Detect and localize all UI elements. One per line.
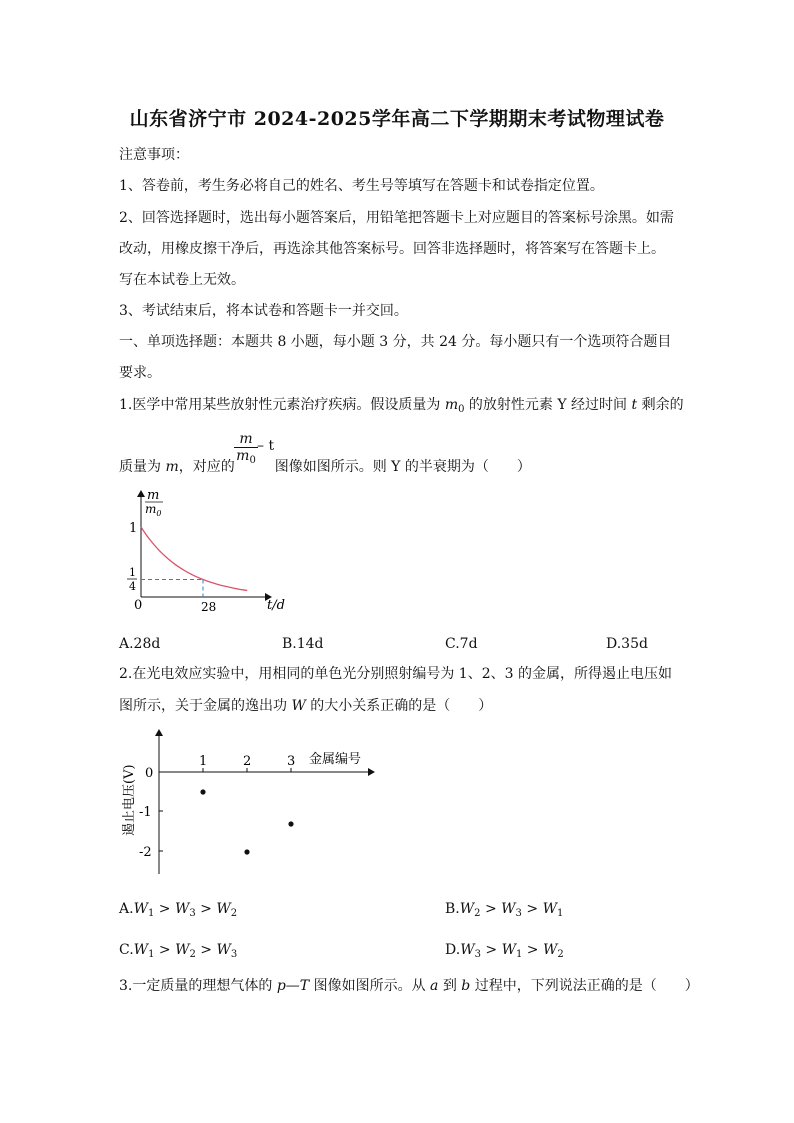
notice-item-1: 1、答卷前，考生务必将自己的姓名、考生号等填写在答题卡和试卷指定位置。 bbox=[119, 178, 604, 194]
q2-x-tick-2: 2 bbox=[243, 754, 252, 769]
notice-item-2-line-1: 2、回答选择题时，选出每小题答案后，用铅笔把答题卡上对应题目的答案标号涂黑。如需 bbox=[119, 210, 674, 226]
q2-y-tick-0: 0 bbox=[145, 766, 154, 781]
page-title: 山东省济宁市 2024-2025学年高二下学期期末考试物理试卷 bbox=[129, 108, 665, 130]
q1-stem-line-1: 1.医学中常用某些放射性元素治疗疾病。假设质量为 $m_0$ 的放射性元素 Y 经过时间 t 剩余的 bbox=[119, 397, 684, 415]
q1-stem-line-2: 质量为 m，对应的 图像如图所示。则 Y 的半衰期为（ ） bbox=[119, 459, 531, 475]
section-heading-line-2: 要求。 bbox=[119, 365, 161, 381]
notice-item-2-line-3: 写在本试卷上无效。 bbox=[119, 272, 245, 288]
q1-y-tick-quarter-den: 4 bbox=[129, 580, 136, 593]
q1-x-tick-0: 0 bbox=[134, 598, 143, 613]
q2-x-tick-3: 3 bbox=[287, 754, 296, 769]
q1-x-label: t/d bbox=[267, 598, 285, 613]
q2-point-metal-3 bbox=[288, 821, 293, 826]
q2-points bbox=[200, 789, 293, 854]
q2-x-tick-1: 1 bbox=[199, 754, 208, 769]
q1-x-tick-28: 28 bbox=[201, 600, 217, 614]
q2-stem-line-1: 2.在光电效应实验中，用相同的单色光分别照射编号为 1、2、3 的金属，所得遏止电压如 bbox=[119, 666, 672, 682]
q1-option-b[interactable]: B.14d bbox=[282, 636, 324, 652]
q2-x-label: 金属编号 bbox=[309, 752, 362, 767]
q2-option-c[interactable]: $C.W_1 > W_2 > W_3$ bbox=[119, 942, 238, 960]
q1-option-c[interactable]: C.7d bbox=[445, 636, 478, 652]
q2-y-tick-neg2: -2 bbox=[139, 845, 152, 860]
q1-decay-curve bbox=[141, 527, 247, 591]
notice-heading: 注意事项： bbox=[119, 147, 189, 163]
q3-stem-line-1: 3.一定质量的理想气体的 p—T 图像如图所示。从 a 到 b 过程中，下列说法正确的是（ ） bbox=[119, 978, 699, 994]
q2-point-metal-1 bbox=[200, 789, 205, 794]
q2-option-a[interactable]: $A.W_1 > W_3 > W_2$ bbox=[119, 901, 238, 919]
q1-y-label-denominator: $m_0$ bbox=[145, 502, 162, 518]
q1-option-d[interactable]: D.35d bbox=[606, 636, 648, 652]
q2-y-tick-neg1: -1 bbox=[139, 805, 152, 820]
notice-item-2-line-2: 改动，用橡皮擦干净后，再选涂其他答案标号。回答非选择题时，将答案写在答题卡上。 bbox=[119, 241, 665, 257]
q1-y-tick-1: 1 bbox=[129, 521, 138, 536]
q2-stem-line-2: 图所示，关于金属的逸出功 W 的大小关系正确的是（ ） bbox=[119, 698, 493, 714]
q1-fraction-tail: – t bbox=[257, 438, 275, 454]
notice-item-3: 3、考试结束后，将本试卷和答题卡一并交回。 bbox=[119, 303, 408, 319]
q1-fraction: $\frac{m}{m_0}$ bbox=[234, 432, 258, 469]
section-heading-line-1: 一、单项选择题：本题共 8 小题，每小题 3 分，共 24 分。每小题只有一个选项符合题目 bbox=[119, 334, 672, 350]
q1-y-label-numerator: m bbox=[147, 488, 160, 503]
q2-option-d[interactable]: $D.W_3 > W_1 > W_2$ bbox=[445, 942, 564, 960]
q2-stopping-voltage-chart bbox=[119, 726, 384, 881]
q2-point-metal-2 bbox=[244, 849, 249, 854]
q2-option-b[interactable]: $B.W_2 > W_3 > W_1$ bbox=[445, 901, 564, 919]
q1-decay-chart bbox=[119, 485, 299, 617]
q1-y-tick-quarter-num: 1 bbox=[129, 566, 136, 579]
q2-y-label: 遏止电压(V) bbox=[122, 764, 137, 836]
q1-option-a[interactable]: A.28d bbox=[119, 636, 161, 652]
